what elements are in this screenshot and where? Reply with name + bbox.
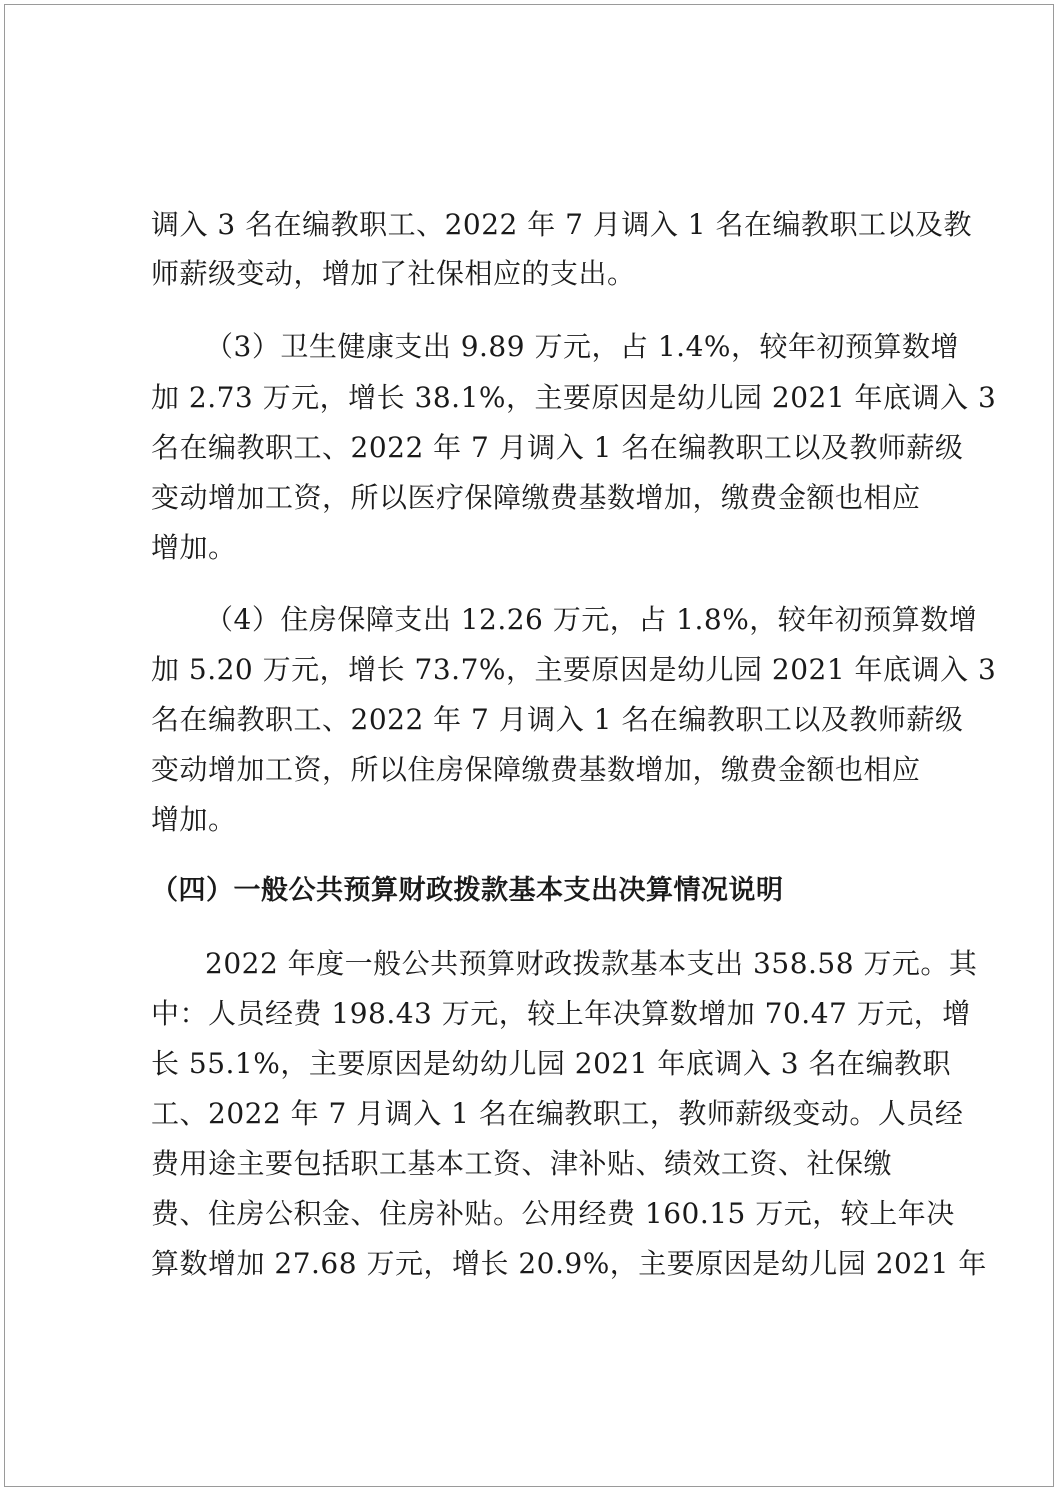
text-line: 变动增加工资，所以住房保障缴费基数增加，缴费金额也相应 xyxy=(151,753,921,786)
text-line: 长 55.1%，主要原因是幼幼儿园 2021 年底调入 3 名在编教职 xyxy=(151,1047,952,1080)
text-line: 加 2.73 万元，增长 38.1%，主要原因是幼儿园 2021 年底调入 3 xyxy=(151,381,997,414)
section-heading: （四）一般公共预算财政拨款基本支出决算情况说明 xyxy=(151,875,784,906)
text-line: 费用途主要包括职工基本工资、津补贴、绩效工资、社保缴 xyxy=(151,1147,893,1180)
text-line: 工、2022 年 7 月调入 1 名在编教职工，教师薪级变动。人员经 xyxy=(151,1097,964,1130)
text-line: 名在编教职工、2022 年 7 月调入 1 名在编教职工以及教师薪级 xyxy=(151,703,964,736)
text-line: 2022 年度一般公共预算财政拨款基本支出 358.58 万元。其 xyxy=(205,947,978,980)
text-line: 增加。 xyxy=(151,803,237,836)
text-line: 调入 3 名在编教职工、2022 年 7 月调入 1 名在编教职工以及教 xyxy=(151,208,973,241)
text-line: 增加。 xyxy=(151,531,237,564)
text-line: 变动增加工资，所以医疗保障缴费基数增加，缴费金额也相应 xyxy=(151,481,921,514)
text-line: 算数增加 27.68 万元，增长 20.9%，主要原因是幼儿园 2021 年 xyxy=(151,1247,987,1280)
text-line: （3）卫生健康支出 9.89 万元，占 1.4%，较年初预算数增 xyxy=(205,330,959,363)
text-line: 加 5.20 万元，增长 73.7%，主要原因是幼儿园 2021 年底调入 3 xyxy=(151,653,997,686)
text-line: 师薪级变动，增加了社保相应的支出。 xyxy=(151,257,636,290)
text-line: 名在编教职工、2022 年 7 月调入 1 名在编教职工以及教师薪级 xyxy=(151,431,964,464)
text-line: （4）住房保障支出 12.26 万元，占 1.8%，较年初预算数增 xyxy=(205,603,978,636)
text-line: 费、住房公积金、住房补贴。公用经费 160.15 万元，较上年决 xyxy=(151,1197,955,1230)
document-page xyxy=(4,4,1054,1487)
text-line: 中：人员经费 198.43 万元，较上年决算数增加 70.47 万元，增 xyxy=(151,997,971,1030)
